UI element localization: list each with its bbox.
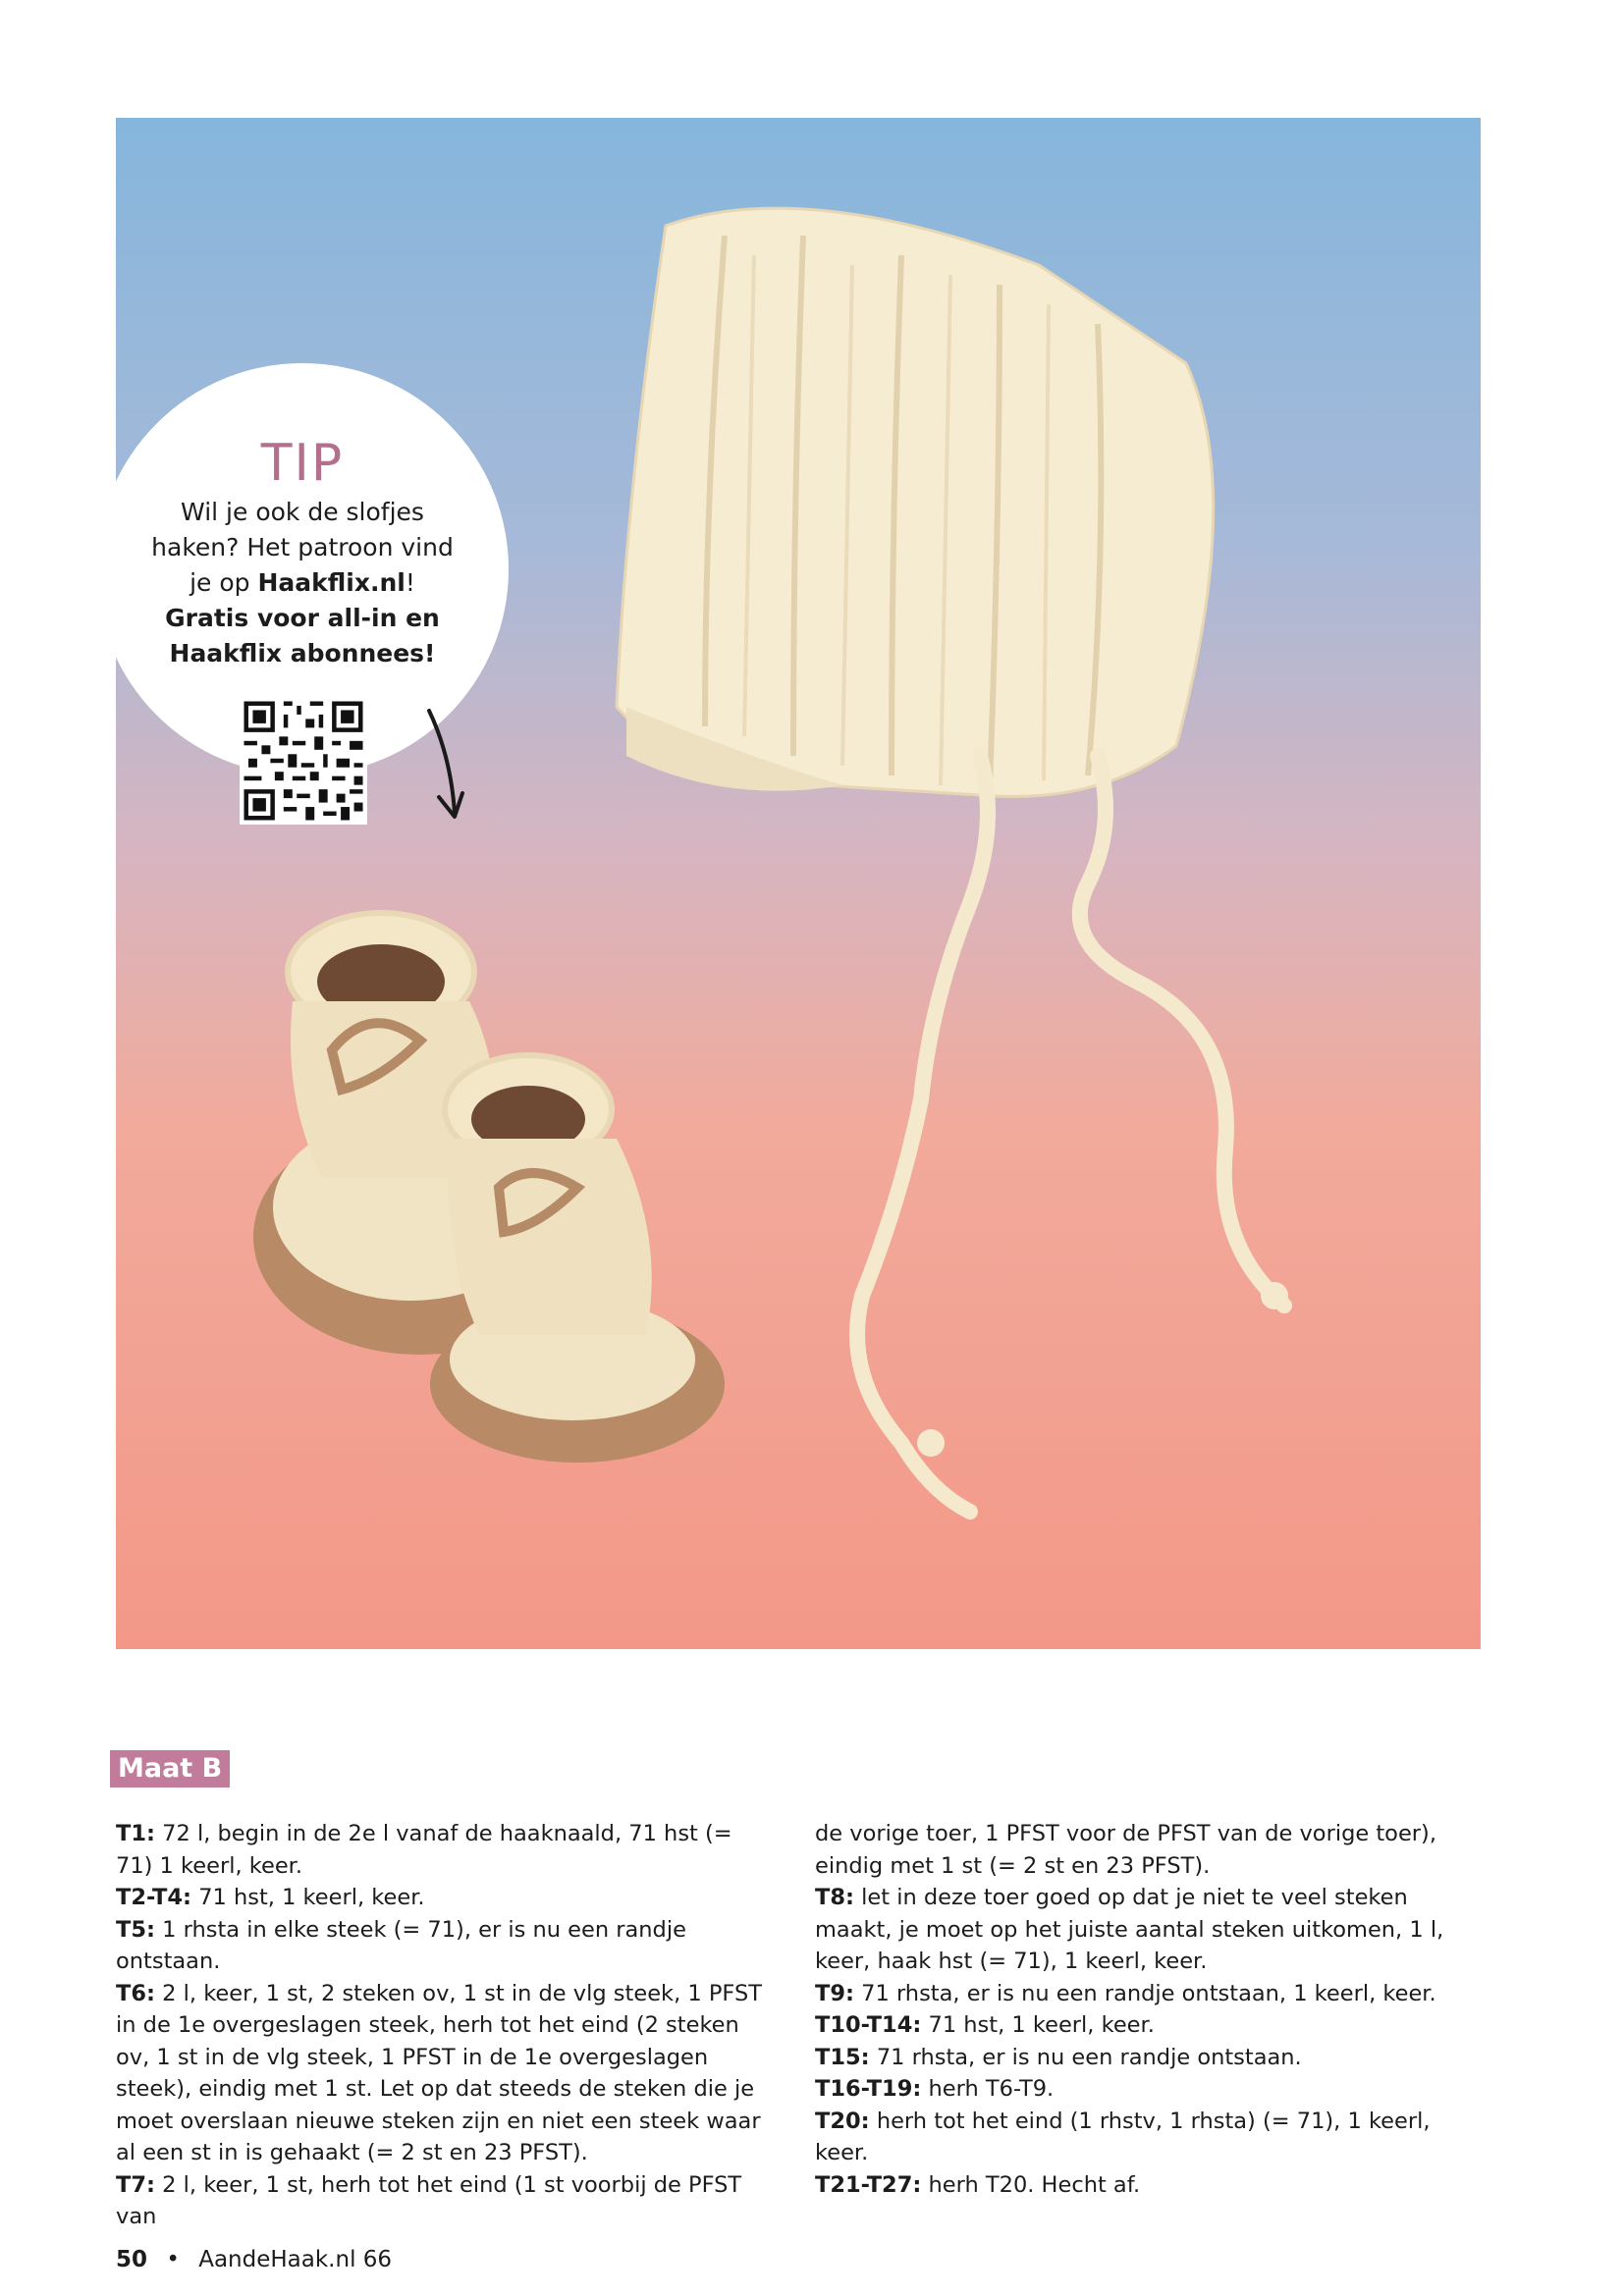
tip-line-suffix: ! [405,568,415,597]
instruction-text: 72 l, begin in de 2e l vanaf de haaknaald, 71 hst (= 71) 1 keerl, keer. [116,1821,732,1879]
instruction-text: let in deze toer goed op dat je niet te veel steken maakt, je moet op het juiste aantal steken uitkomen, 1 l, keer, haak hst (= 71), 1 keerl, keer. [815,1885,1444,1974]
instruction-row [815,1818,1473,1882]
instruction-key: T9: [815,1980,855,2006]
booties-illustration [253,913,725,1463]
instruction-key: T10-T14: [815,2012,922,2038]
instruction-text: 71 hst, 1 keerl, keer. [191,1885,425,1910]
instruction-row [116,1978,774,2169]
page-footer [116,2247,392,2272]
arrow-down-icon [417,707,476,825]
instruction-text: 1 rhsta in elke steek (= 71), er is nu een randje ontstaan. [116,1916,686,1974]
crochet-illustration [116,118,1481,1649]
footer-bullet: • [166,2247,180,2272]
instruction-row [116,1882,774,1914]
instruction-text: 2 l, keer, 1 st, herh tot het eind (1 st voorbij de PFST van [116,2171,742,2229]
tip-line [135,636,469,671]
instruction-key: T16-T19: [815,2076,922,2102]
tip-title: TIP [260,434,345,493]
instruction-key: T8: [815,1885,855,1910]
instruction-text: de vorige toer, 1 PFST voor de PFST van de vorige toer), eindig met 1 st (= 2 st en 23 PFST). [815,1821,1436,1879]
instruction-text: 71 rhsta, er is nu een randje ontstaan. [869,2044,1302,2070]
qr-code-icon[interactable] [240,697,367,825]
instruction-key: T7: [116,2171,156,2198]
instruction-text: herh T6-T9. [921,2076,1055,2102]
instruction-key: T1: [116,1821,156,1846]
instruction-key: T15: [815,2044,870,2070]
instruction-text: 71 rhsta, er is nu een randje ontstaan, 1 keerl, keer. [854,1980,1436,2006]
instruction-text: herh tot het eind (1 rhstv, 1 rhsta) (= 71), 1 keerl, keer. [815,2108,1431,2165]
tip-line [135,565,469,601]
instruction-row [815,2009,1473,2042]
product-photo [116,118,1481,1649]
tip-line [135,601,469,636]
instruction-text: herh T20. Hecht af. [921,2171,1141,2198]
instruction-key: T5: [116,1916,156,1943]
page-number: 50 [116,2247,148,2272]
instruction-row [815,2106,1473,2169]
instruction-key: T6: [116,1980,156,2006]
instructions-left-column [116,1818,774,2233]
instruction-row [815,2169,1473,2202]
instruction-row [815,2073,1473,2106]
instruction-row [116,1818,774,1882]
haakflix-link[interactable]: Haakflix.nl [257,568,406,597]
instruction-row [815,2042,1473,2074]
instruction-text: 71 hst, 1 keerl, keer. [921,2012,1155,2038]
tip-line-prefix: je op [189,568,258,597]
instructions-right-column [815,1818,1473,2201]
tip-bold-line: Gratis voor all-in en [165,604,440,632]
instruction-key: T21-T27: [815,2171,922,2198]
section-label: Maat B [110,1750,230,1788]
tip-line: haken? Het patroon vind [151,533,454,561]
bonnet-illustration [617,208,1288,1512]
instruction-text: 2 l, keer, 1 st, 2 steken ov, 1 st in de vlg steek, 1 PFST in de 1e overgeslagen steek, herh tot het eind (2 steken ov, 1 st in de vlg steek, 1 PFST in de 1e overgeslagen steek), eindig met 1 st. Let op dat steeds de steken die je moet overslaan nieuwe steken zijn en niet een steek waar al een st in is gehaakt (= 2 st en 23 PFST). [116,1980,762,2165]
instruction-row [815,1978,1473,2010]
publication-name: AandeHaak.nl 66 [198,2247,393,2272]
tip-bold-line: Haakflix abonnees! [169,639,436,667]
instruction-row [815,1882,1473,1978]
instruction-row [116,2169,774,2233]
instruction-key: T2-T4: [116,1885,192,1910]
tip-text [135,495,469,671]
instruction-row [116,1914,774,1978]
tip-line: Wil je ook de slofjes [181,498,424,526]
instruction-key: T20: [815,2108,870,2134]
